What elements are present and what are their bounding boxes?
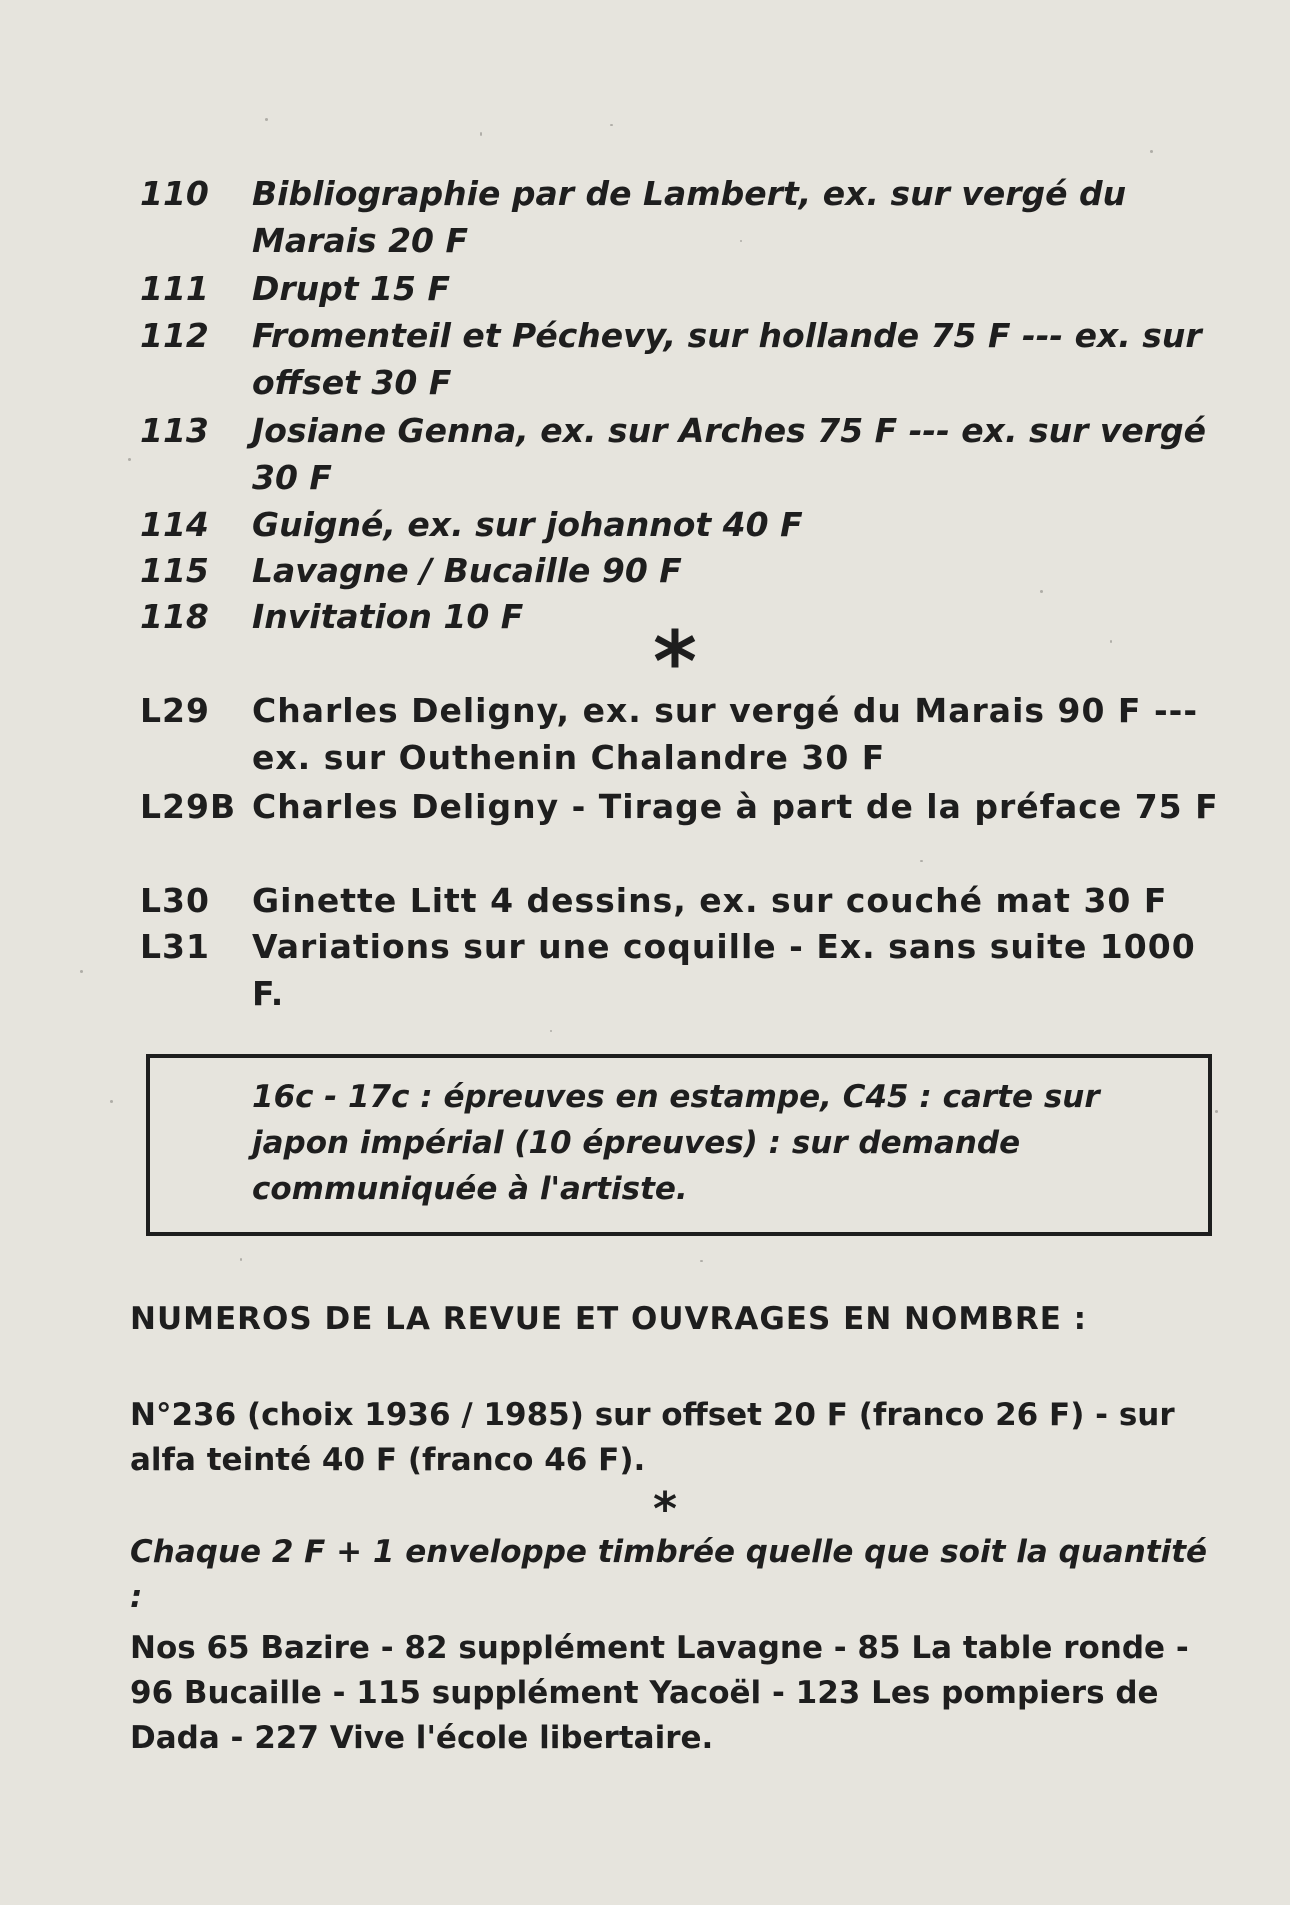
catalog-entry-l <box>140 877 1230 924</box>
catalog-entry <box>140 547 1230 594</box>
catalog-entry <box>140 407 1230 501</box>
entry-number: 113 <box>140 411 209 450</box>
entry-number: 118 <box>140 597 209 636</box>
issue-offer: N°236 (choix 1936 / 1985) sur offset 20 F (franco 26 F) - sur alfa teinté 40 F (franco 46 F). <box>130 1397 1175 1478</box>
section-heading: NUMEROS DE LA REVUE ET OUVRAGES EN NOMBRE : <box>130 1301 1088 1337</box>
entry-number: 110 <box>140 174 209 213</box>
catalog-entry <box>140 265 1230 312</box>
entry-text: Josiane Genna, ex. sur Arches 75 F --- ex. sur vergé 30 F <box>252 411 1207 497</box>
entry-number: L31 <box>140 927 210 966</box>
catalog-entry <box>140 312 1230 406</box>
entry-number: 114 <box>140 505 209 544</box>
asterisk-ornament-icon: * <box>652 1482 678 1536</box>
catalog-entry-l <box>140 923 1230 1017</box>
catalog-entry <box>140 170 1230 264</box>
notice-text: 16c - 17c : épreuves en estampe, C45 : carte sur japon impérial (10 épreuves) : sur demande communiquée à l'artiste. <box>252 1079 1100 1207</box>
entry-text: Drupt 15 F <box>252 269 450 308</box>
entry-text: Ginette Litt 4 dessins, ex. sur couché mat 30 F <box>252 881 1168 920</box>
entry-text: Guigné, ex. sur johannot 40 F <box>252 505 803 544</box>
catalog-entry-l <box>140 783 1230 830</box>
entry-number: L30 <box>140 881 210 920</box>
entry-number: L29B <box>140 787 237 826</box>
entry-text: Variations sur une coquille - Ex. sans suite 1000 F. <box>252 927 1196 1013</box>
entry-number: 112 <box>140 316 209 355</box>
notice-box <box>146 1054 1212 1236</box>
catalog-entry-l <box>140 687 1230 781</box>
entry-text: Fromenteil et Péchevy, sur hollande 75 F --- ex. sur offset 30 F <box>252 316 1202 402</box>
catalog-entry <box>140 501 1230 548</box>
postage-note: Chaque 2 F + 1 enveloppe timbrée quelle que soit la quantité : <box>130 1534 1208 1615</box>
entry-text: Bibliographie par de Lambert, ex. sur vergé du Marais 20 F <box>252 174 1127 260</box>
entry-number: L29 <box>140 691 210 730</box>
entry-number: 111 <box>140 269 209 308</box>
entry-text: Invitation 10 F <box>252 597 524 636</box>
entry-text: Charles Deligny - Tirage à part de la préface 75 F <box>252 787 1219 826</box>
entry-text: Charles Deligny, ex. sur vergé du Marais 90 F --- ex. sur Outhenin Chalandre 30 F <box>252 691 1199 777</box>
entry-text: Lavagne / Bucaille 90 F <box>252 551 682 590</box>
entry-number: 115 <box>140 551 209 590</box>
asterisk-ornament-icon: * <box>653 613 697 711</box>
available-issues: Nos 65 Bazire - 82 supplément Lavagne - 85 La table ronde - 96 Bucaille - 115 supplément Yacoël - 123 Les pompiers de Dada - 227 Vive l'école libertaire. <box>130 1630 1189 1756</box>
